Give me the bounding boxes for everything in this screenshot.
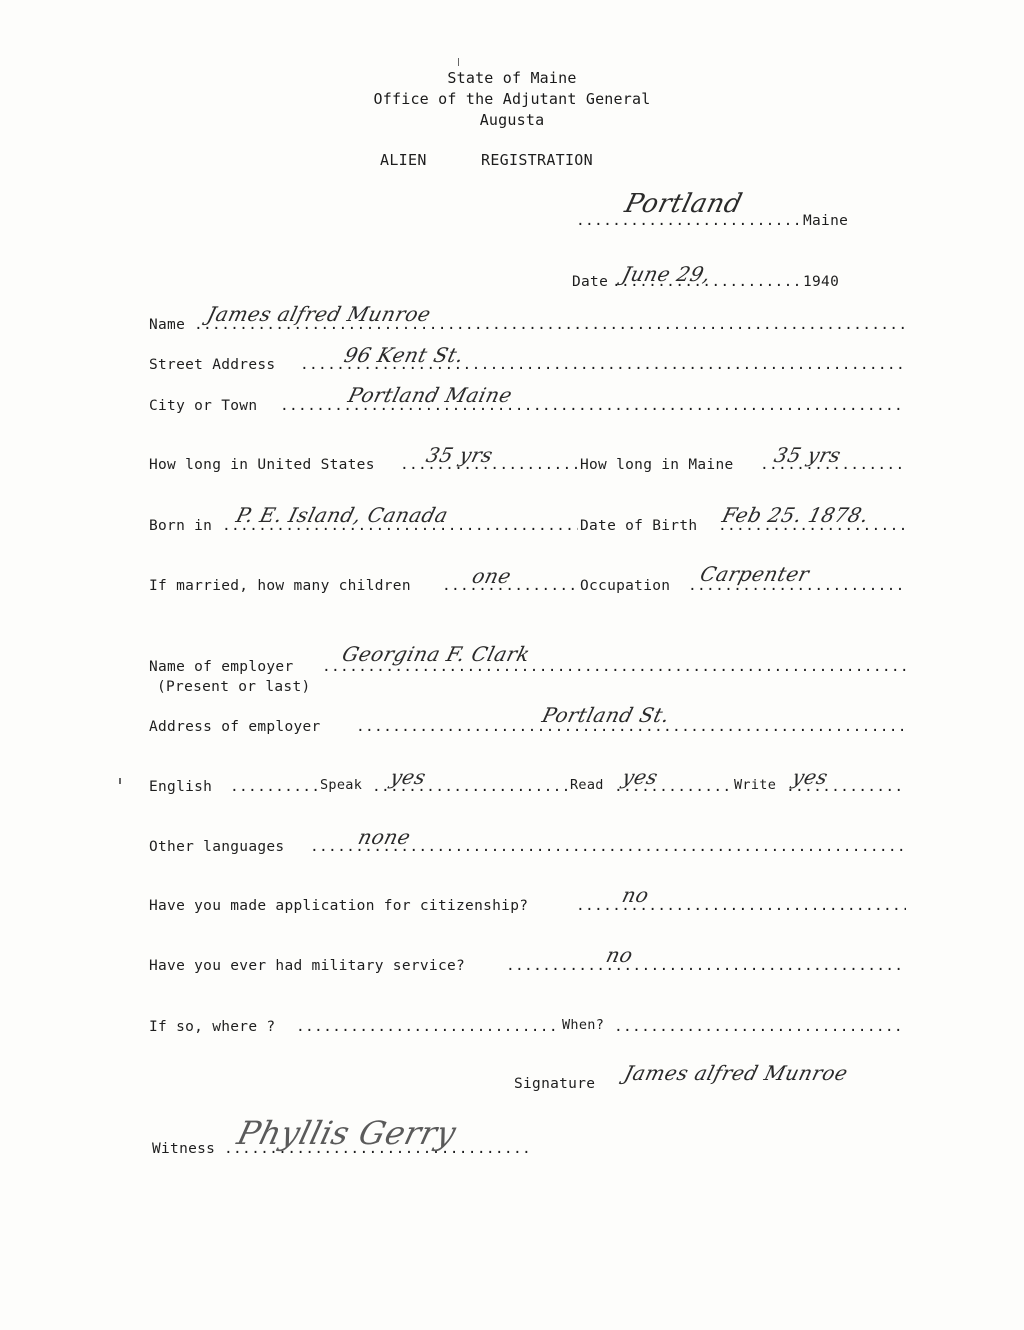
read-label: Read xyxy=(570,777,604,793)
write-value: yes xyxy=(789,765,831,789)
children-value: one xyxy=(469,564,515,588)
employer-value: Georgina F. Clark xyxy=(339,642,533,666)
occupation-label: Occupation xyxy=(580,578,671,594)
citizenship-label: Have you made application for citizenship? xyxy=(149,898,529,914)
dob-value: Feb 25. 1878. xyxy=(719,503,872,527)
scan-mark xyxy=(458,58,459,66)
how-long-us-value: 35 yrs xyxy=(423,443,496,467)
street-value: 96 Kent St. xyxy=(341,343,467,367)
born-in-label: Born in xyxy=(149,518,213,534)
employer-address-label: Address of employer xyxy=(149,719,321,735)
name-value: James alfred Munroe xyxy=(204,302,434,326)
date-value: June 29, xyxy=(619,262,714,286)
born-in-value: P. E. Island, Canada xyxy=(233,503,451,527)
header-office: Office of the Adjutant General xyxy=(373,90,651,108)
when-label: When? xyxy=(562,1017,605,1033)
employer-address-value: Portland St. xyxy=(539,703,673,727)
military-dots xyxy=(506,957,906,975)
read-value: yes xyxy=(619,765,661,789)
city-value: Portland Maine xyxy=(345,383,515,407)
employer-label: Name of employer xyxy=(149,659,294,675)
scan-mark xyxy=(119,778,121,784)
how-long-maine-label: How long in Maine xyxy=(580,457,734,473)
children-label: If married, how many children xyxy=(149,578,411,594)
english-dots xyxy=(230,778,318,796)
witness-value: Phyllis Gerry xyxy=(233,1114,461,1152)
date-year: 1940 xyxy=(803,274,840,290)
form-title-alien: ALIEN xyxy=(380,151,427,169)
speak-value: yes xyxy=(387,765,429,789)
military-value: no xyxy=(603,943,636,967)
header-state: State of Maine xyxy=(447,69,577,87)
citizenship-value: no xyxy=(619,883,652,907)
english-label: English xyxy=(149,779,213,795)
signature-label: Signature xyxy=(514,1076,596,1092)
witness-label: Witness xyxy=(152,1141,216,1157)
other-languages-label: Other languages xyxy=(149,839,285,855)
if-so-dots xyxy=(296,1018,560,1036)
how-long-maine-value: 35 yrs xyxy=(771,443,844,467)
name-label: Name xyxy=(149,317,186,333)
place-value: Portland xyxy=(621,189,746,219)
city-label: City or Town xyxy=(149,398,258,414)
signature-value: James alfred Munroe xyxy=(621,1061,851,1085)
write-label: Write xyxy=(734,777,777,793)
if-so-label: If so, where ? xyxy=(149,1019,276,1035)
employer-sublabel: (Present or last) xyxy=(157,679,311,695)
speak-label: Speak xyxy=(320,777,363,793)
date-label: Date xyxy=(572,274,609,290)
military-label: Have you ever had military service? xyxy=(149,958,466,974)
dob-label: Date of Birth xyxy=(580,518,698,534)
occupation-value: Carpenter xyxy=(697,562,812,586)
header-city: Augusta xyxy=(479,111,545,129)
street-label: Street Address xyxy=(149,357,276,373)
place-suffix: Maine xyxy=(803,213,849,229)
form-title-registration: REGISTRATION xyxy=(481,151,593,169)
when-dots xyxy=(614,1018,906,1036)
other-languages-value: none xyxy=(355,825,414,849)
how-long-us-label: How long in United States xyxy=(149,457,375,473)
